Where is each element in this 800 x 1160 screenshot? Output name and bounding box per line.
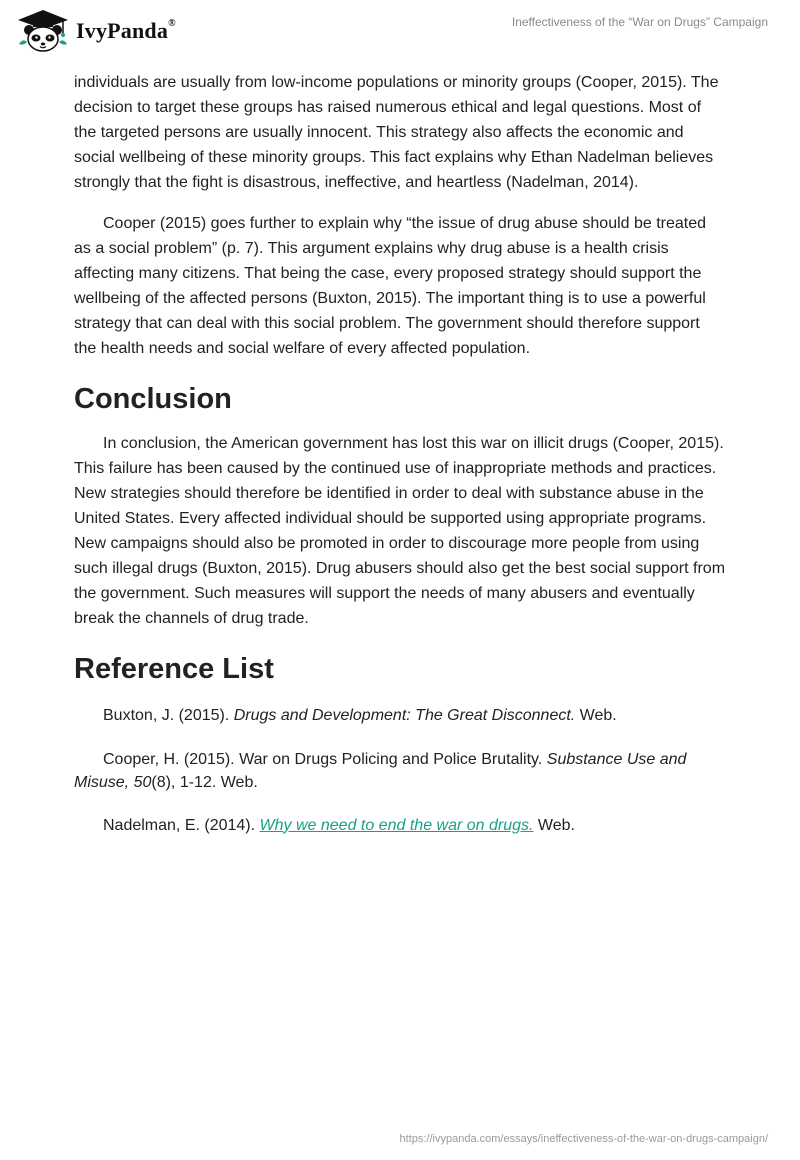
reference-link-nadelman[interactable]: Why we need to end the war on drugs [259,816,530,834]
panda-graduate-icon [16,8,70,52]
body-paragraph-1: individuals are usually from low-income populations or minority groups (Cooper, 2015). The decision to target these groups has raised numerous ethical and legal questions. Most of the targeted persons are usually innocent. This strategy also affects the economic and social wellbeing of these minority groups. This fact explains why Ethan Nadelman believes strongly that the fight is disastrous, ineffective, and heartless (Nadelman, 2014). [74,74,719,191]
essay-content [74,70,726,837]
reference-link-period: . [529,816,534,834]
body-paragraph-2: Cooper (2015) goes further to explain why “the issue of drug abuse should be treated as a social problem” (p. 7). This argument explains why drug abuse is a health crisis affecting many citizens. That being the case, every proposed strategy should support the wellbeing of the affected persons (Buxton, 2015). The important thing is to use a powerful strategy that can deal with this social problem. The government should therefore support the health needs and social welfare of every affected population. [74,215,707,357]
reference-item-buxton: Buxton, J. (2015). Drugs and Development: The Great Disconnect. Web. [103,707,617,724]
footer-source-url[interactable]: https://ivypanda.com/essays/ineffectiveness-of-the-war-on-drugs-campaign/ [399,1133,768,1145]
page-title: Ineffectiveness of the “War on Drugs” Campaign [511,15,768,29]
conclusion-paragraph: In conclusion, the American government has lost this war on illicit drugs (Cooper, 2015). This failure has been caused by the continued use of inappropriate methods and practices. New strategies should therefore be identified in order to deal with substance abuse in the United States. Every affected individual should be supported using appropriate programs. New campaigns should also be promoted in order to discourage more people from using such illegal drugs (Buxton, 2015). Drug abusers should also get the best social support from the government. Such measures will support the needs of many abusers and eventually break the channels of drug trade. [74,435,726,627]
conclusion-heading: Conclusion [74,383,232,415]
reference-item-cooper: Cooper, H. (2015). War on Drugs Policing and Police Brutality. Substance Use and Misuse, 50(8), 1-12. Web. [74,750,687,791]
brand-name: IvyPanda® [76,17,176,43]
page-header [0,0,800,60]
references-heading: Reference List [74,653,274,685]
reference-item-nadelman: Nadelman, E. (2014). Why we need to end the war on drugs. Web. [103,816,575,834]
ivypanda-logo[interactable] [16,8,176,52]
